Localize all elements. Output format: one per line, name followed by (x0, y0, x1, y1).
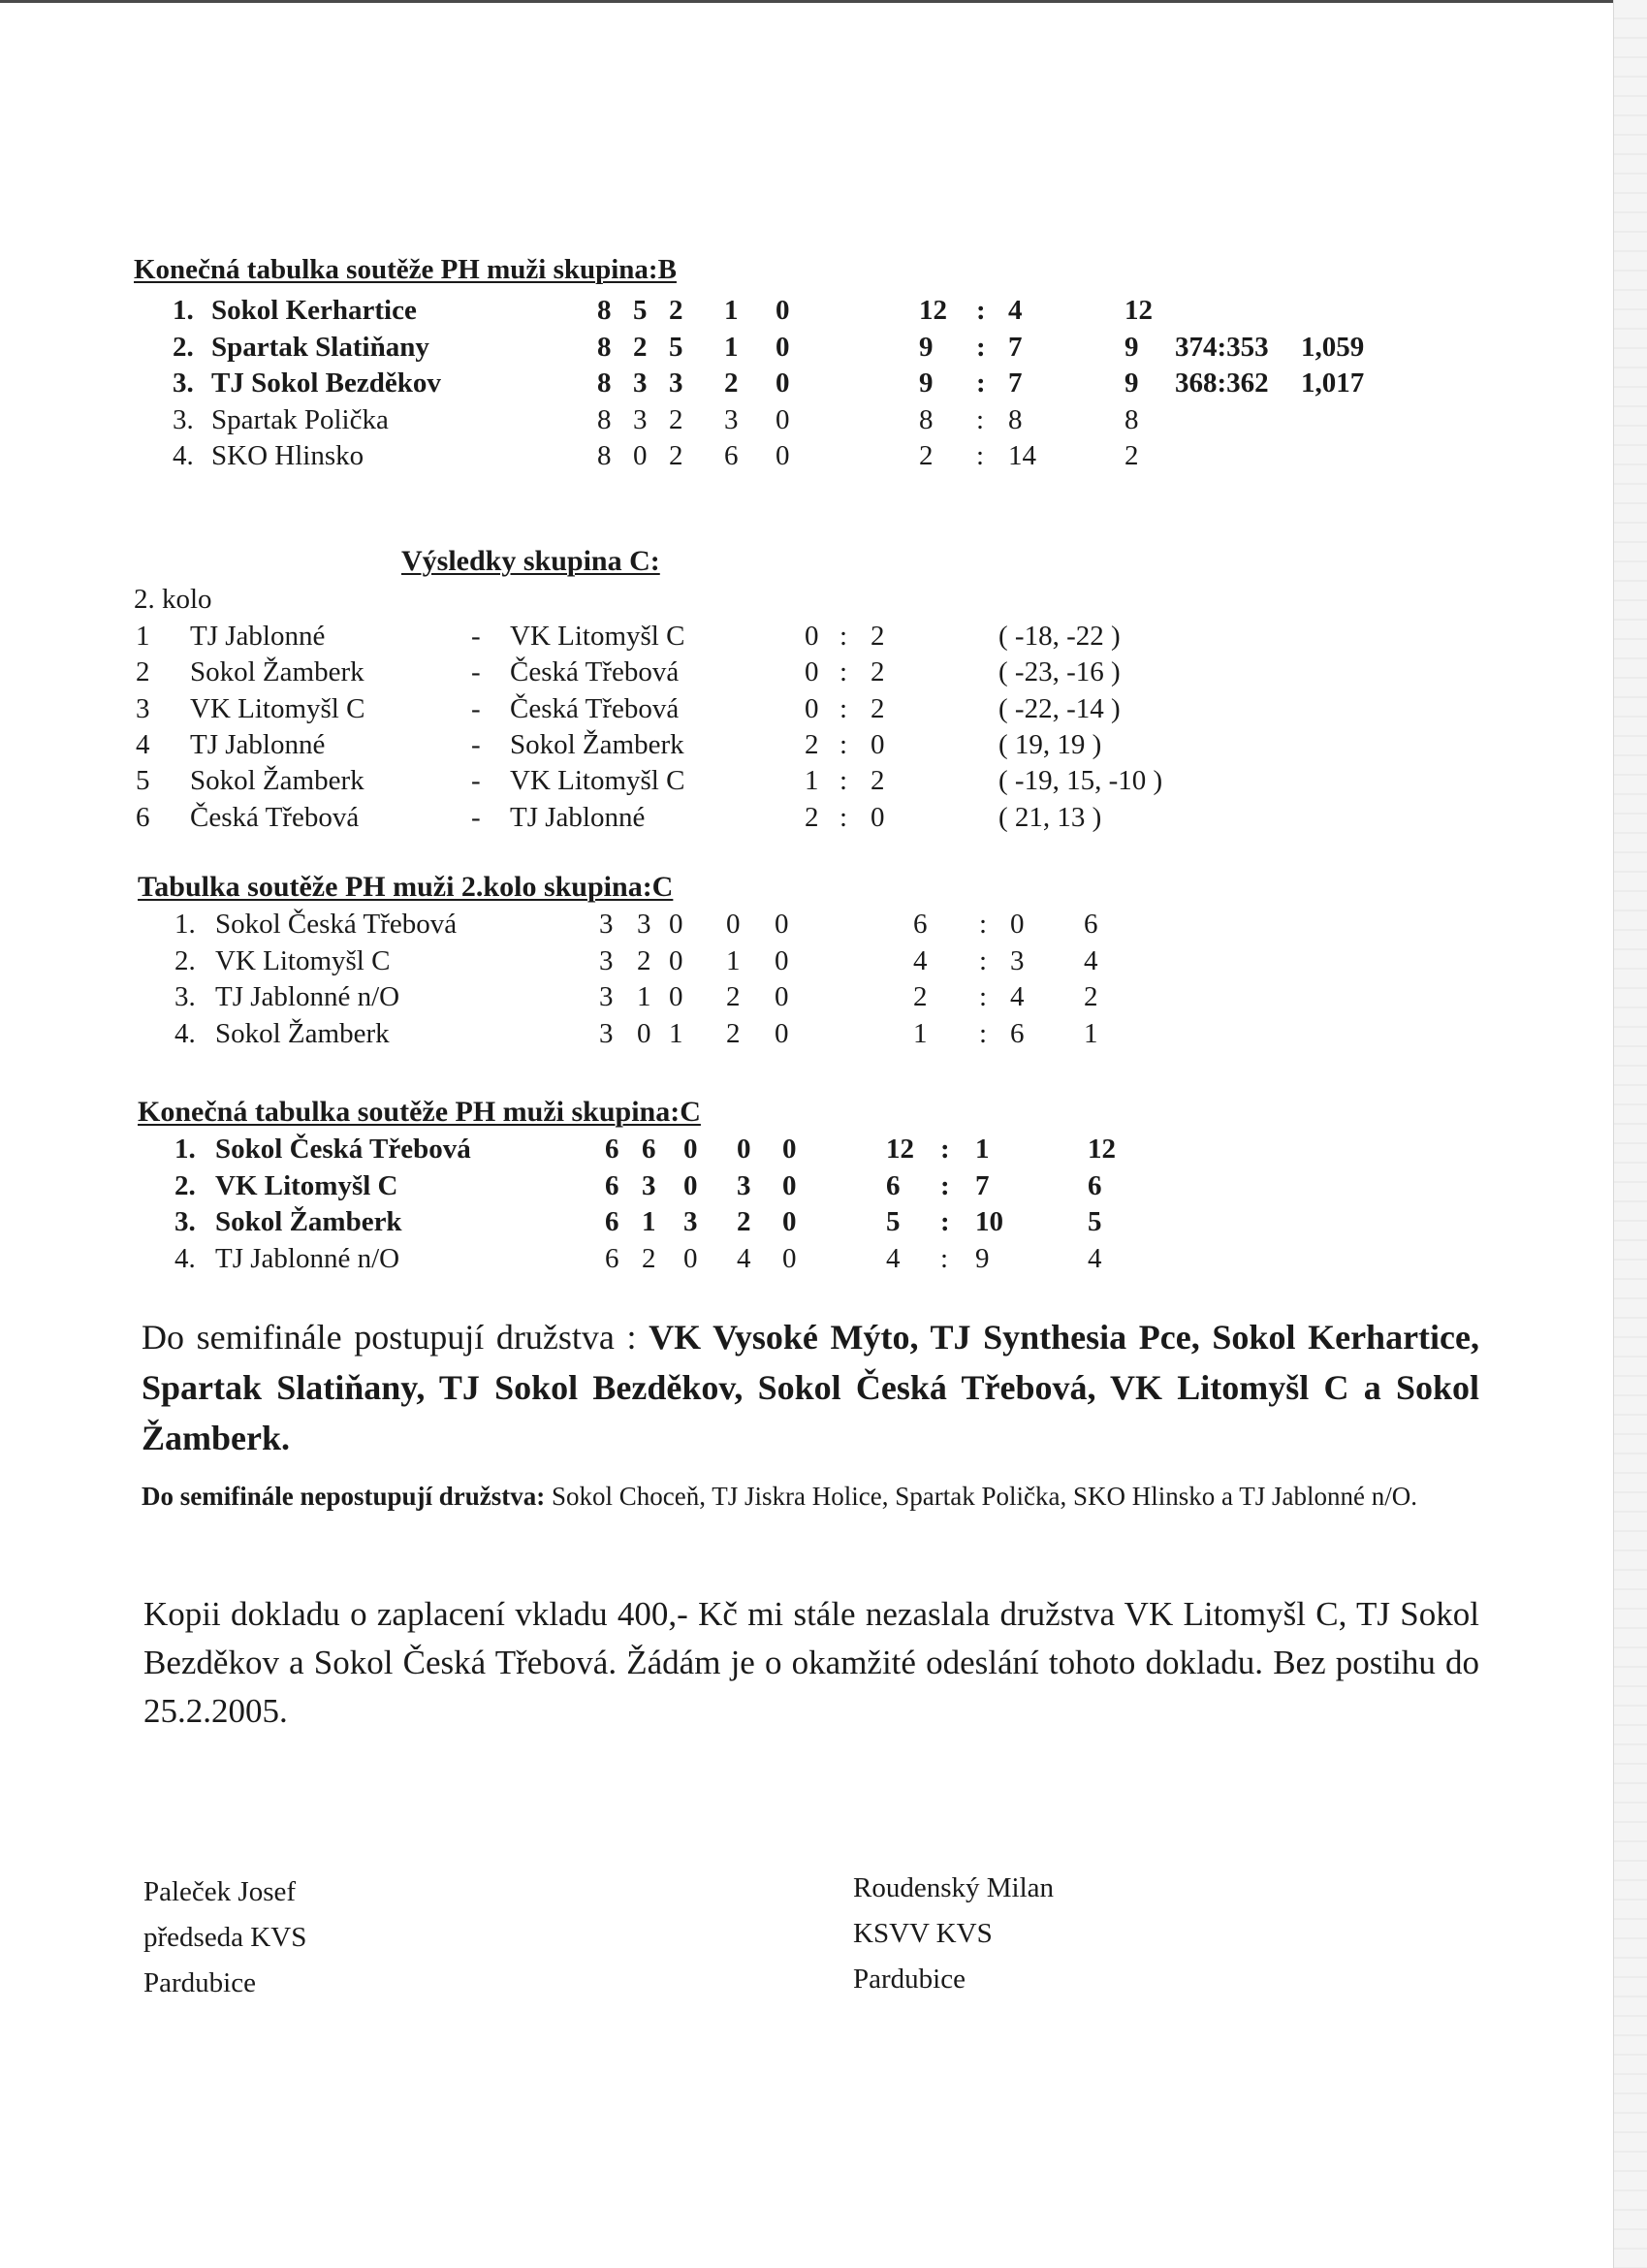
cell-pos: 3. (174, 1206, 196, 1237)
cell-pts: 9 (1124, 331, 1139, 363)
cell-sa: 7 (1008, 367, 1023, 399)
table-c-final-title: Konečná tabulka soutěže PH muži skupina:C (138, 1096, 701, 1128)
cell-z: 8 (597, 440, 612, 471)
match-sets: ( -19, 15, -10 ) (998, 765, 1163, 797)
cell-d: 0 (669, 944, 683, 976)
cell-ratio: 1,017 (1301, 367, 1365, 399)
cell-l: 3 (737, 1169, 751, 1201)
cell-pts: 4 (1084, 944, 1098, 976)
cell-pts: 2 (1084, 981, 1098, 1012)
cell-team: TJ Jablonné n/O (215, 981, 400, 1012)
match-home: Sokol Žamberk (190, 656, 364, 688)
cell-d: 0 (669, 981, 683, 1012)
cell-z: 3 (599, 909, 614, 940)
cell-sf: 2 (913, 981, 928, 1012)
cell-colon: : (940, 1206, 950, 1237)
cell-d: 2 (669, 403, 683, 435)
cell-k: 0 (782, 1242, 797, 1274)
cell-sa: 0 (1010, 909, 1025, 940)
cell-sf: 12 (919, 295, 947, 326)
match-colon: : (839, 728, 848, 760)
cell-team: Sokol Žamberk (215, 1206, 402, 1237)
match-dash: - (471, 656, 481, 688)
cell-sf: 6 (886, 1169, 901, 1201)
cell-pos: 1. (173, 295, 194, 326)
cell-k: 0 (776, 331, 790, 363)
match-h: 2 (805, 801, 819, 833)
match-n: 2 (136, 656, 150, 688)
cell-d: 5 (669, 331, 683, 363)
cell-pts: 6 (1084, 909, 1098, 940)
match-n: 6 (136, 801, 150, 833)
match-home: VK Litomyšl C (190, 692, 365, 724)
semifinal-paragraph (142, 1312, 1479, 1463)
cell-colon: : (940, 1169, 950, 1201)
match-a: 0 (871, 728, 885, 760)
signatory-name: Paleček Josef (143, 1876, 297, 1907)
cell-z: 3 (599, 944, 614, 976)
cell-team: Spartak Slatiňany (211, 331, 429, 363)
cell-l: 0 (737, 1134, 751, 1165)
cell-l: 1 (726, 944, 741, 976)
cell-pts: 2 (1124, 440, 1139, 471)
cell-sf: 5 (886, 1206, 901, 1237)
match-n: 1 (136, 621, 150, 652)
cell-team: Sokol Česká Třebová (215, 1134, 471, 1165)
cell-w: 3 (633, 367, 648, 399)
cell-d: 0 (683, 1242, 698, 1274)
match-h: 1 (805, 765, 819, 797)
match-n: 5 (136, 765, 150, 797)
semifinal-lead: Do semifinále postupují družstva : (142, 1318, 637, 1357)
cell-team: Spartak Polička (211, 403, 389, 435)
cell-d: 2 (669, 295, 683, 326)
cell-k: 0 (776, 367, 790, 399)
match-away: Sokol Žamberk (510, 728, 684, 760)
cell-pos: 2. (174, 1169, 196, 1201)
table-c2-title: Tabulka soutěže PH muži 2.kolo skupina:C (138, 871, 674, 903)
match-home: Česká Třebová (190, 801, 360, 833)
cell-sa: 3 (1010, 944, 1025, 976)
cell-l: 2 (724, 367, 739, 399)
cell-k: 0 (782, 1134, 797, 1165)
cell-pos: 3. (173, 403, 194, 435)
cell-w: 2 (633, 331, 648, 363)
cell-d: 0 (669, 909, 683, 940)
cell-l: 0 (726, 909, 741, 940)
match-dash: - (471, 728, 481, 760)
cell-pos: 4. (174, 1242, 196, 1274)
cell-sf: 9 (919, 331, 934, 363)
scan-right-edge (1613, 0, 1647, 2268)
match-n: 3 (136, 692, 150, 724)
cell-z: 3 (599, 981, 614, 1012)
cell-team: VK Litomyšl C (215, 1169, 398, 1201)
match-away: Česká Třebová (510, 656, 680, 688)
cell-d: 3 (669, 367, 683, 399)
cell-k: 0 (782, 1169, 797, 1201)
results-c-title: Výsledky skupina C: (401, 545, 660, 577)
cell-pts: 4 (1088, 1242, 1102, 1274)
signature-block-left (143, 1869, 306, 2006)
cell-colon: : (940, 1242, 949, 1274)
match-away: Česká Třebová (510, 692, 680, 724)
cell-d: 1 (669, 1017, 683, 1049)
semifinal-teams: VK Vysoké Mýto, TJ Synthesia Pce, Sokol Kerhartice, Spartak Slatiňany, TJ Sokol Bezděkov, Sokol Česká Třebová, VK Litomyšl C a Sokol Žamberk. (142, 1318, 1479, 1457)
cell-sa: 8 (1008, 403, 1023, 435)
match-colon: : (839, 621, 848, 652)
cell-w: 1 (642, 1206, 656, 1237)
cell-colon: : (976, 403, 985, 435)
cell-colon: : (976, 295, 986, 326)
match-sets: ( 21, 13 ) (998, 801, 1102, 833)
cell-pts: 12 (1124, 295, 1153, 326)
cell-pos: 1. (174, 1134, 196, 1165)
cell-z: 6 (605, 1242, 619, 1274)
cell-pos: 3. (174, 981, 196, 1012)
match-colon: : (839, 656, 848, 688)
non-advance-teams: Sokol Choceň, TJ Jiskra Holice, Spartak Polička, SKO Hlinsko a TJ Jablonné n/O. (552, 1482, 1417, 1511)
cell-l: 1 (724, 295, 739, 326)
cell-sf: 4 (886, 1242, 901, 1274)
signatory-role: předseda KVS (143, 1922, 307, 1953)
cell-sf: 12 (886, 1134, 914, 1165)
cell-colon: : (979, 909, 988, 940)
cell-w: 3 (642, 1169, 656, 1201)
cell-pos: 4. (174, 1017, 196, 1049)
cell-sa: 7 (975, 1169, 990, 1201)
cell-colon: : (976, 331, 986, 363)
cell-z: 6 (605, 1169, 619, 1201)
cell-k: 0 (782, 1206, 797, 1237)
cell-k: 0 (775, 944, 789, 976)
cell-k: 0 (775, 981, 789, 1012)
cell-colon: : (976, 367, 986, 399)
cell-team: TJ Sokol Bezděkov (211, 367, 441, 399)
cell-colon: : (976, 440, 985, 471)
cell-pos: 3. (173, 367, 194, 399)
cell-balls: 374:353 (1175, 331, 1269, 363)
signatory-city: Pardubice (853, 1964, 966, 1995)
match-away: VK Litomyšl C (510, 765, 685, 797)
match-home: TJ Jablonné (190, 621, 326, 652)
scan-top-border (0, 0, 1647, 3)
match-dash: - (471, 801, 481, 833)
round-label: 2. kolo (134, 584, 212, 615)
cell-z: 8 (597, 403, 612, 435)
cell-pts: 12 (1088, 1134, 1116, 1165)
cell-sf: 8 (919, 403, 934, 435)
cell-pts: 8 (1124, 403, 1139, 435)
match-home: Sokol Žamberk (190, 765, 364, 797)
cell-sa: 7 (1008, 331, 1023, 363)
cell-colon: : (979, 981, 988, 1012)
match-a: 0 (871, 801, 885, 833)
cell-w: 1 (637, 981, 651, 1012)
match-dash: - (471, 621, 481, 652)
cell-d: 0 (683, 1169, 698, 1201)
cell-pos: 2. (173, 331, 194, 363)
cell-w: 3 (637, 909, 651, 940)
match-h: 0 (805, 656, 819, 688)
match-h: 2 (805, 728, 819, 760)
cell-w: 2 (637, 944, 651, 976)
cell-colon: : (979, 944, 988, 976)
cell-colon: : (979, 1017, 988, 1049)
cell-team: Sokol Kerhartice (211, 295, 417, 326)
cell-team: VK Litomyšl C (215, 944, 391, 976)
non-advance-paragraph (142, 1476, 1479, 1517)
cell-l: 2 (737, 1206, 751, 1237)
match-n: 4 (136, 728, 150, 760)
cell-w: 6 (642, 1134, 656, 1165)
cell-d: 0 (683, 1134, 698, 1165)
cell-k: 0 (775, 1017, 789, 1049)
cell-colon: : (940, 1134, 950, 1165)
cell-w: 3 (633, 403, 648, 435)
cell-z: 6 (605, 1134, 619, 1165)
match-colon: : (839, 801, 848, 833)
match-h: 0 (805, 692, 819, 724)
match-home: TJ Jablonné (190, 728, 326, 760)
match-a: 2 (871, 621, 885, 652)
cell-pts: 6 (1088, 1169, 1102, 1201)
cell-sf: 2 (919, 440, 934, 471)
cell-sa: 4 (1010, 981, 1025, 1012)
cell-l: 2 (726, 981, 741, 1012)
match-colon: : (839, 692, 848, 724)
signature-block-right (853, 1866, 1054, 2002)
match-sets: ( 19, 19 ) (998, 728, 1102, 760)
match-away: TJ Jablonné (510, 801, 646, 833)
cell-pts: 5 (1088, 1206, 1102, 1237)
cell-z: 8 (597, 295, 612, 326)
cell-d: 3 (683, 1206, 698, 1237)
cell-k: 0 (775, 909, 789, 940)
cell-l: 4 (737, 1242, 751, 1274)
cell-pos: 4. (173, 440, 194, 471)
cell-z: 8 (597, 367, 612, 399)
cell-k: 0 (776, 295, 790, 326)
table-b-title: Konečná tabulka soutěže PH muži skupina:B (134, 254, 677, 285)
cell-k: 0 (776, 403, 790, 435)
match-colon: : (839, 765, 848, 797)
match-sets: ( -22, -14 ) (998, 692, 1121, 724)
cell-l: 6 (724, 440, 739, 471)
match-sets: ( -18, -22 ) (998, 621, 1121, 652)
signatory-name: Roudenský Milan (853, 1872, 1055, 1903)
cell-balls: 368:362 (1175, 367, 1269, 399)
match-h: 0 (805, 621, 819, 652)
cell-sa: 4 (1008, 295, 1023, 326)
cell-l: 2 (726, 1017, 741, 1049)
signatory-role: KSVV KVS (853, 1918, 993, 1949)
cell-d: 2 (669, 440, 683, 471)
cell-l: 3 (724, 403, 739, 435)
cell-sa: 9 (975, 1242, 990, 1274)
cell-sa: 10 (975, 1206, 1003, 1237)
cell-z: 6 (605, 1206, 619, 1237)
non-advance-lead: Do semifinále nepostupují družstva: (142, 1482, 546, 1511)
cell-z: 3 (599, 1017, 614, 1049)
cell-sf: 9 (919, 367, 934, 399)
cell-l: 1 (724, 331, 739, 363)
cell-pts: 1 (1084, 1017, 1098, 1049)
match-a: 2 (871, 656, 885, 688)
cell-w: 5 (633, 295, 648, 326)
match-a: 2 (871, 692, 885, 724)
cell-pos: 2. (174, 944, 196, 976)
match-away: VK Litomyšl C (510, 621, 685, 652)
cell-team: Sokol Žamberk (215, 1017, 390, 1049)
cell-sa: 14 (1008, 440, 1036, 471)
cell-sf: 4 (913, 944, 928, 976)
cell-pts: 9 (1124, 367, 1139, 399)
cell-z: 8 (597, 331, 612, 363)
cell-pos: 1. (174, 909, 196, 940)
cell-sf: 6 (913, 909, 928, 940)
cell-team: SKO Hlinsko (211, 440, 364, 471)
cell-team: TJ Jablonné n/O (215, 1242, 400, 1274)
signatory-city: Pardubice (143, 1967, 256, 1998)
payment-notice: Kopii dokladu o zaplacení vkladu 400,- Kč mi stále nezaslala družstva VK Litomyšl C, TJ Sokol Bezděkov a Sokol Česká Třebová. Žádám je o okamžité odeslání tohoto dokladu. Bez postihu do 25.2.2005. (143, 1595, 1479, 1730)
cell-sa: 6 (1010, 1017, 1025, 1049)
match-dash: - (471, 692, 481, 724)
cell-ratio: 1,059 (1301, 331, 1365, 363)
cell-sa: 1 (975, 1134, 990, 1165)
cell-w: 0 (633, 440, 648, 471)
cell-team: Sokol Česká Třebová (215, 909, 458, 940)
cell-sf: 1 (913, 1017, 928, 1049)
cell-w: 0 (637, 1017, 651, 1049)
match-a: 2 (871, 765, 885, 797)
cell-w: 2 (642, 1242, 656, 1274)
match-sets: ( -23, -16 ) (998, 656, 1121, 688)
match-dash: - (471, 765, 481, 797)
cell-k: 0 (776, 440, 790, 471)
